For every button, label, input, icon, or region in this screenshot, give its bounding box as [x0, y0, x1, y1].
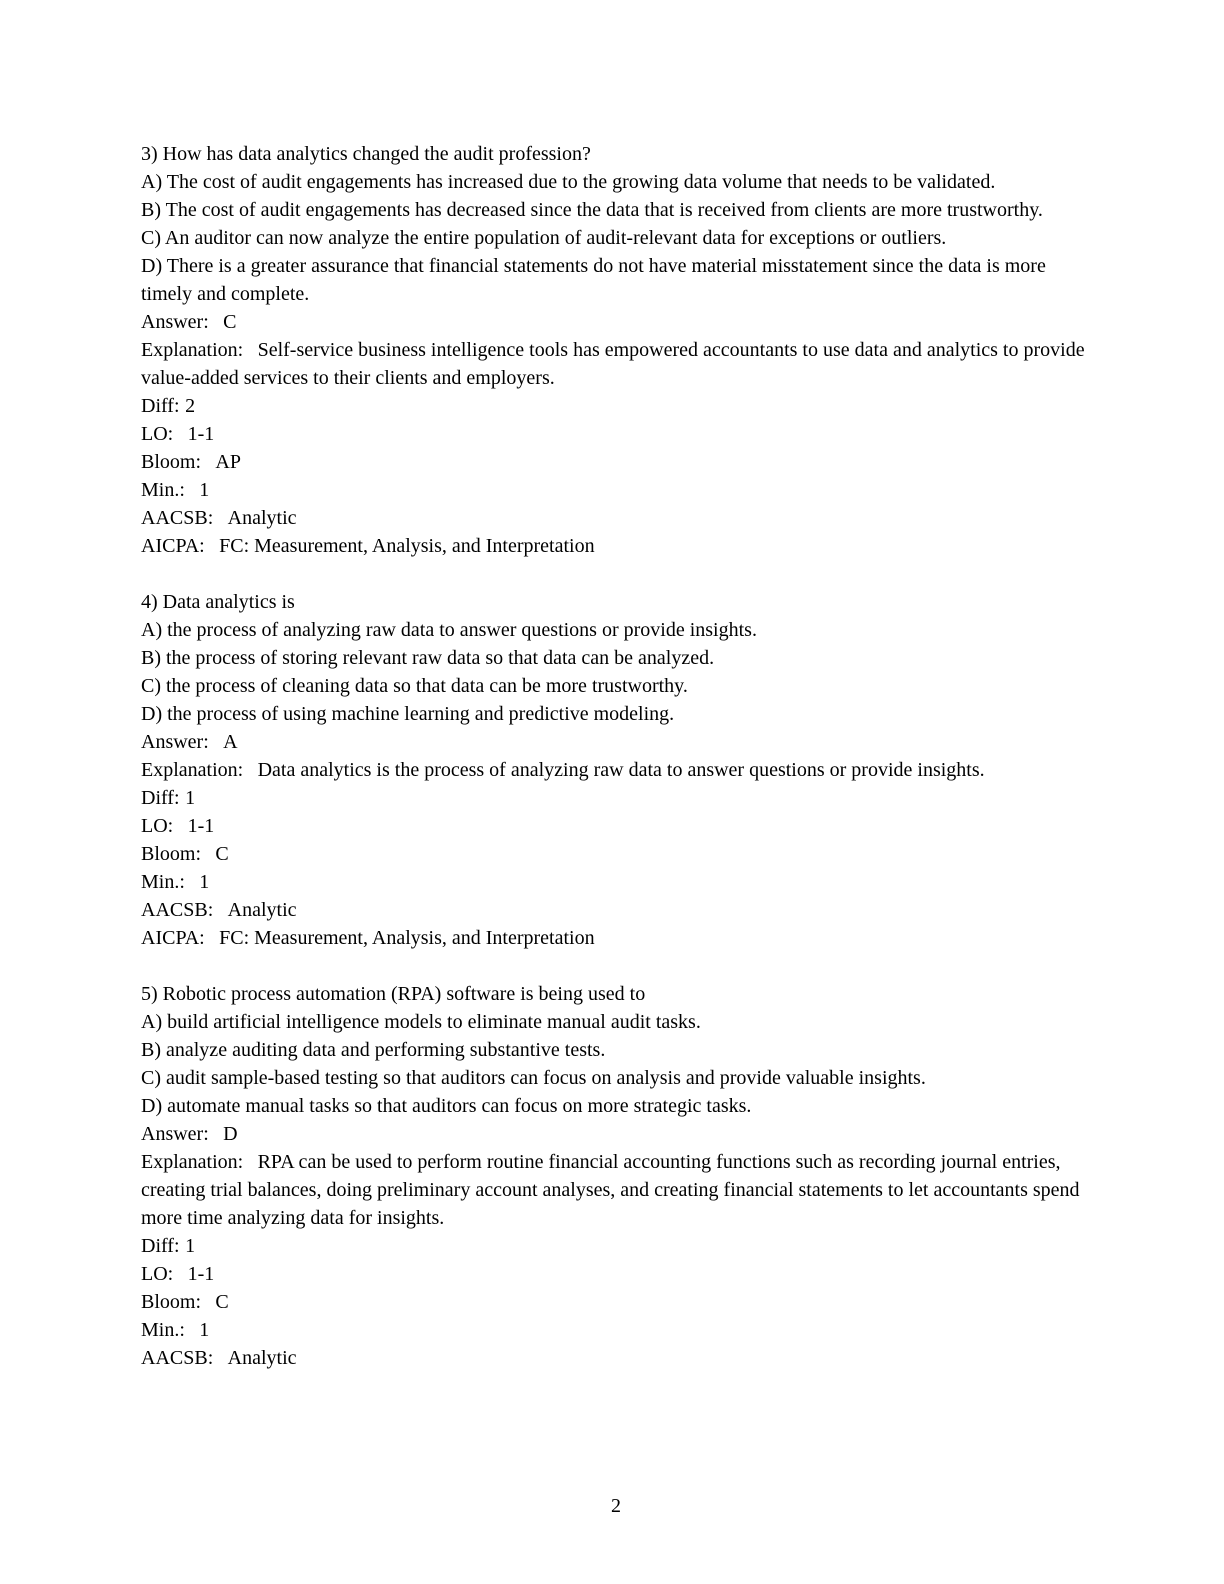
page-number: 2 — [611, 1495, 621, 1517]
diff-line-value: 2 — [185, 395, 196, 417]
bloom-line-value: AP — [215, 451, 241, 473]
aacsb-line-value: Analytic — [227, 899, 297, 921]
question-block — [141, 588, 1091, 952]
aicpa-line — [141, 532, 1091, 560]
bloom-line — [141, 840, 1091, 868]
explanation-line — [141, 756, 1091, 784]
lo-line-value: 1-1 — [187, 423, 215, 445]
explanation-line-value: Data analytics is the process of analyzing raw data to answer questions or provide insights. — [257, 759, 985, 781]
lo-line — [141, 420, 1091, 448]
aicpa-line-value: FC: Measurement, Analysis, and Interpretation — [219, 535, 595, 557]
question-option: B) the process of storing relevant raw data so that data can be analyzed. — [141, 647, 715, 669]
explanation-line-value: RPA can be used to perform routine financial accounting functions such as recording journal entries, creating trial balances, doing preliminary account analyses, and creating financial statements to let accountants spend more time analyzing data for insights. — [141, 1151, 1080, 1229]
aacsb-line-label: AACSB: — [141, 507, 214, 529]
diff-line — [141, 392, 1091, 420]
aacsb-line-label: AACSB: — [141, 1347, 214, 1369]
explanation-line-value: Self-service business intelligence tools has empowered accountants to use data and analytics to provide value-added services to their clients and employers. — [141, 339, 1085, 389]
aacsb-line-label: AACSB: — [141, 899, 214, 921]
min-line — [141, 476, 1091, 504]
diff-line-value: 1 — [185, 787, 196, 809]
bloom-line — [141, 448, 1091, 476]
min-line-value: 1 — [199, 1319, 210, 1341]
diff-line-label: Diff: — [141, 787, 180, 809]
questions-list — [141, 140, 1091, 1372]
question-option: C) the process of cleaning data so that data can be more trustworthy. — [141, 675, 688, 697]
lo-line-value: 1-1 — [187, 1263, 215, 1285]
diff-line — [141, 1232, 1091, 1260]
question-option: C) audit sample-based testing so that auditors can focus on analysis and provide valuable insights. — [141, 1067, 926, 1089]
answer-line-label: Answer: — [141, 1123, 209, 1145]
min-line — [141, 868, 1091, 896]
question-option: A) The cost of audit engagements has increased due to the growing data volume that needs to be validated. — [141, 171, 996, 193]
aacsb-line — [141, 1344, 1091, 1372]
question-option: D) automate manual tasks so that auditors can focus on more strategic tasks. — [141, 1095, 752, 1117]
question-stem: 5) Robotic process automation (RPA) software is being used to — [141, 983, 646, 1005]
lo-line-label: LO: — [141, 423, 174, 445]
answer-line-value: D — [223, 1123, 238, 1145]
answer-line-label: Answer: — [141, 311, 209, 333]
answer-line-label: Answer: — [141, 731, 209, 753]
explanation-line-label: Explanation: — [141, 339, 244, 361]
aicpa-line-value: FC: Measurement, Analysis, and Interpretation — [219, 927, 595, 949]
lo-line-label: LO: — [141, 1263, 174, 1285]
explanation-line — [141, 1148, 1091, 1232]
answer-line-value: A — [223, 731, 238, 753]
question-block — [141, 980, 1091, 1372]
aacsb-line — [141, 896, 1091, 924]
question-stem: 4) Data analytics is — [141, 591, 295, 613]
question-stem: 3) How has data analytics changed the audit profession? — [141, 143, 591, 165]
min-line-value: 1 — [199, 871, 210, 893]
bloom-line-label: Bloom: — [141, 1291, 202, 1313]
answer-line-value: C — [223, 311, 237, 333]
diff-line-value: 1 — [185, 1235, 196, 1257]
lo-line — [141, 812, 1091, 840]
question-option: D) There is a greater assurance that financial statements do not have material misstatement since the data is more timely and complete. — [141, 255, 1046, 305]
bloom-line-label: Bloom: — [141, 451, 202, 473]
question-option: B) The cost of audit engagements has decreased since the data that is received from clients are more trustworthy. — [141, 199, 1043, 221]
min-line — [141, 1316, 1091, 1344]
lo-line-label: LO: — [141, 815, 174, 837]
question-option: C) An auditor can now analyze the entire population of audit-relevant data for exceptions or outliers. — [141, 227, 947, 249]
answer-line — [141, 1120, 1091, 1148]
question-option: B) analyze auditing data and performing substantive tests. — [141, 1039, 606, 1061]
diff-line — [141, 784, 1091, 812]
aacsb-line-value: Analytic — [227, 507, 297, 529]
explanation-line-label: Explanation: — [141, 1151, 244, 1173]
aicpa-line — [141, 924, 1091, 952]
bloom-line-value: C — [215, 1291, 229, 1313]
question-option: A) the process of analyzing raw data to answer questions or provide insights. — [141, 619, 757, 641]
explanation-line — [141, 336, 1091, 392]
aacsb-line-value: Analytic — [227, 1347, 297, 1369]
lo-line-value: 1-1 — [187, 815, 215, 837]
question-option: A) build artificial intelligence models to eliminate manual audit tasks. — [141, 1011, 701, 1033]
question-block — [141, 140, 1091, 560]
bloom-line — [141, 1288, 1091, 1316]
min-line-label: Min.: — [141, 479, 185, 501]
question-option: D) the process of using machine learning and predictive modeling. — [141, 703, 675, 725]
bloom-line-label: Bloom: — [141, 843, 202, 865]
aicpa-line-label: AICPA: — [141, 927, 205, 949]
aicpa-line-label: AICPA: — [141, 535, 205, 557]
min-line-label: Min.: — [141, 1319, 185, 1341]
diff-line-label: Diff: — [141, 1235, 180, 1257]
aacsb-line — [141, 504, 1091, 532]
diff-line-label: Diff: — [141, 395, 180, 417]
min-line-value: 1 — [199, 479, 210, 501]
explanation-line-label: Explanation: — [141, 759, 244, 781]
lo-line — [141, 1260, 1091, 1288]
answer-line — [141, 728, 1091, 756]
min-line-label: Min.: — [141, 871, 185, 893]
answer-line — [141, 308, 1091, 336]
bloom-line-value: C — [215, 843, 229, 865]
